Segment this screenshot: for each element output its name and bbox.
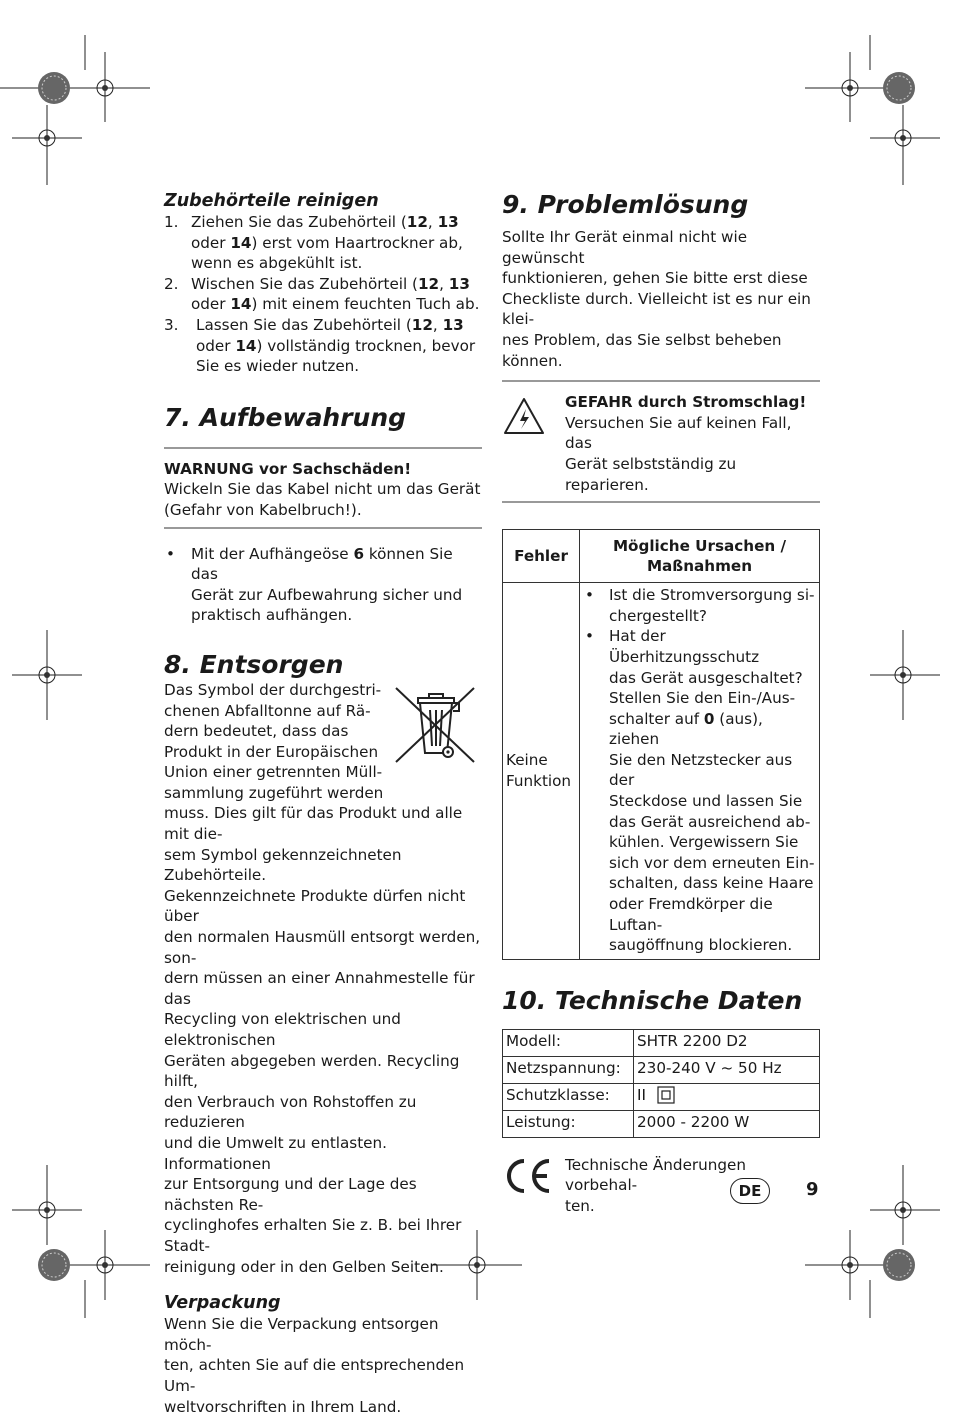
divider: [502, 380, 820, 382]
accessories-heading: Zubehörteile reinigen: [164, 191, 379, 211]
page-number: 9: [806, 1179, 819, 1200]
language-badge: DE: [730, 1178, 770, 1204]
list-item: 1. Ziehen Sie das Zubehörteil (12, 13 oder 14) erst vom Haartrockner ab, wenn es abgekühlt ist.: [164, 213, 463, 273]
accessories-steps: [164, 212, 482, 377]
crossed-wheelie-bin-icon: [394, 686, 478, 766]
list-item: 2. Wischen Sie das Zubehörteil (12, 13 oder 14) mit einem feuchten Tuch ab.: [164, 274, 480, 314]
header-fault: Fehler: [503, 530, 580, 583]
list-item: • Ist die Stromversorgung si- chergestellt?: [585, 586, 815, 625]
table-row: [503, 583, 820, 960]
fault-cell: Keine Funktion: [503, 583, 580, 960]
divider: [502, 501, 820, 503]
packaging-text: Wenn Sie die Verpackung entsorgen möch- ten, achten Sie auf die entsprechenden Um- weltvorschriften in Ihrem Land.: [164, 1315, 465, 1416]
warning-title: WARNUNG vor Sachschäden!: [164, 459, 412, 478]
causes-cell: [580, 583, 820, 960]
table-row: Modell: SHTR 2200 D2: [503, 1029, 820, 1056]
ce-mark-icon: [504, 1157, 552, 1195]
table-row: Leistung: 2000 - 2200 W: [503, 1110, 820, 1137]
danger-title: GEFAHR durch Stromschlag!: [565, 393, 807, 412]
disposal-text: Das Symbol der durchgestri- chenen Abfalltonne auf Rä- dern bedeutet, dass das Produkt in der Europäischen Union einer getrennten Müll- sammlung zugeführt werden muss. Dies gilt für das Produkt und alle mit die- sem Symbol gekennzeichneten Zubehörteile. Gekennzeichnete Produkte dürfen nicht über den normalen Hausmüll entsorgt werden, son- dern müssen an einer Annahmestelle für das Recycling von elektrischen und elektronischen Geräten abgegeben werden. Recycling hilft, den Verbrauch von Rohstoffen zu reduzieren und die Umwelt zu entlasten. Informationen zur Entsorgung und der Lage des nächsten Re- cyclinghofes erhalten Sie z. B. bei Ihrer Stadt- reinigung oder in den Gelben Seiten.: [164, 680, 481, 1276]
electric-hazard-icon: [502, 396, 546, 436]
list-item: 3. Lassen Sie das Zubehörteil (12, 13 oder 14) vollständig trocknen, bevor Sie es wieder nutzen.: [164, 315, 476, 376]
divider: [164, 447, 482, 449]
header-causes: Mögliche Ursachen / Maßnahmen: [580, 530, 820, 583]
left-column: [164, 190, 482, 1417]
section-8-title: 8. Entsorgen: [164, 649, 344, 679]
warning-text: Wickeln Sie das Kabel nicht um das Gerät (Gefahr von Kabelbruch!).: [164, 480, 481, 519]
list-item: • Mit der Aufhängeöse 6 können Sie das Gerät zur Aufbewahrung sicher und praktisch aufhängen.: [166, 544, 463, 625]
section-9-title: 9. Problemlösung: [502, 190, 749, 219]
protection-class-ii-icon: [657, 1086, 675, 1104]
fault-table: [502, 529, 820, 960]
page-footer: [730, 1178, 770, 1204]
section-10-title: 10. Technische Daten: [502, 985, 803, 1015]
section-7-title: 7. Aufbewahrung: [164, 402, 407, 432]
list-item: • Hat der Überhitzungsschutz das Gerät ausgeschaltet? Stellen Sie den Ein-/Aus- schalter auf 0 (aus), ziehen Sie den Netzstecker aus der Steckdose und lassen Sie das Gerät ausreichend ab- kühlen. Vergewissern Sie sich vor dem erneuten Ein- schalten, dass keine Haare oder Fremdkörper die Luftan- saugöffnung blockieren.: [585, 627, 815, 955]
packaging-heading: Verpackung: [164, 1293, 281, 1314]
table-row: Schutzklasse: II: [503, 1083, 820, 1110]
right-column: [502, 190, 820, 1217]
troubleshooting-intro: Sollte Ihr Gerät einmal nicht wie gewünscht funktionieren, gehen Sie bitte erst diese Checkliste durch. Vielleicht ist es nur ein klei- nes Problem, das Sie selbst beheben können.: [502, 228, 811, 370]
divider: [164, 527, 482, 529]
table-row: Netzspannung: 230-240 V ~ 50 Hz: [503, 1056, 820, 1083]
tech-data-table: [502, 1029, 820, 1138]
danger-notice: GEFAHR durch Stromschlag! Versuchen Sie auf keinen Fall, das Gerät selbstständig zu reparieren.: [502, 392, 820, 495]
ce-notice: Technische Änderungen vorbehal- ten.: [502, 1155, 820, 1217]
table-header-row: [503, 530, 820, 583]
